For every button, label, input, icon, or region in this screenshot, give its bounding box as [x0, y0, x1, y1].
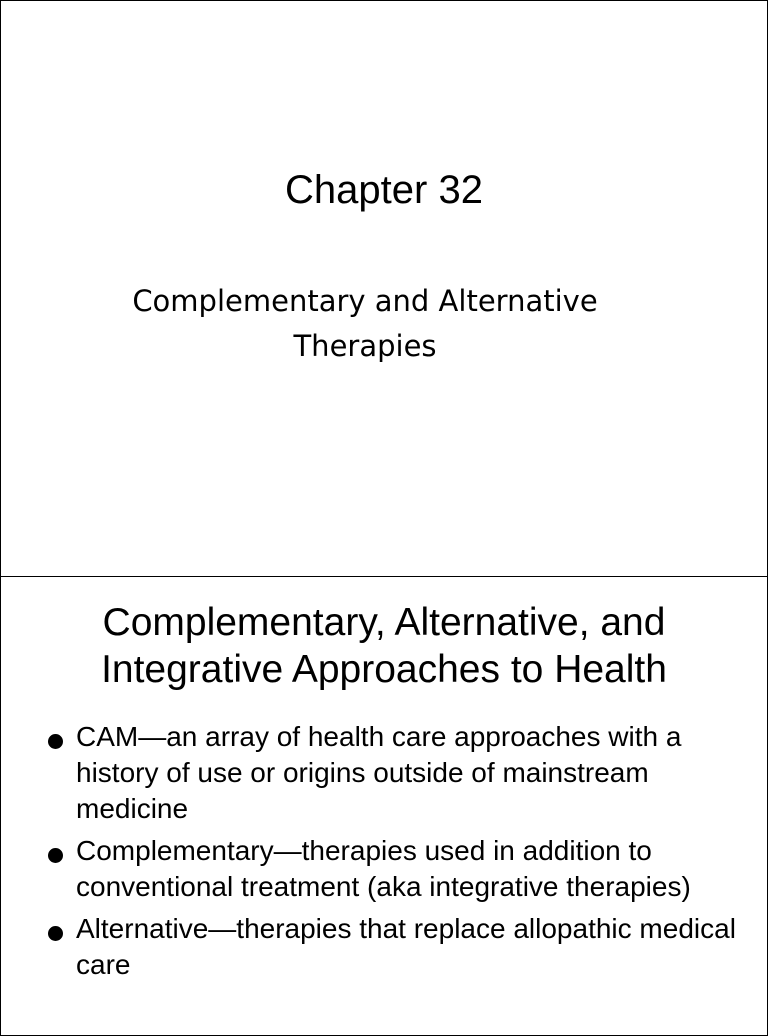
- slide-title: Complementary, Alternative, and Integrative Approaches to Health: [101, 601, 667, 691]
- bullet-dot-icon: [48, 926, 63, 941]
- bullet-text: Alternative—therapies that replace allopathic medical care: [76, 913, 736, 980]
- bullet-item-complementary: [1, 833, 767, 905]
- bullet-dot-icon: [48, 848, 63, 863]
- chapter-subtitle: Complementary and Alternative Therapies: [132, 284, 598, 363]
- content-slide: [0, 576, 768, 1036]
- bullet-item-cam: [1, 719, 767, 827]
- bullet-item-alternative: [1, 911, 767, 983]
- bullet-list: [1, 719, 767, 989]
- bullet-text: CAM—an array of health care approaches with a history of use or origins outside of mainstream medicine: [76, 721, 682, 824]
- bullet-dot-icon: [48, 734, 63, 749]
- chapter-title: Chapter 32: [285, 168, 483, 212]
- bullet-text: Complementary—therapies used in addition to conventional treatment (aka integrative therapies): [76, 835, 691, 902]
